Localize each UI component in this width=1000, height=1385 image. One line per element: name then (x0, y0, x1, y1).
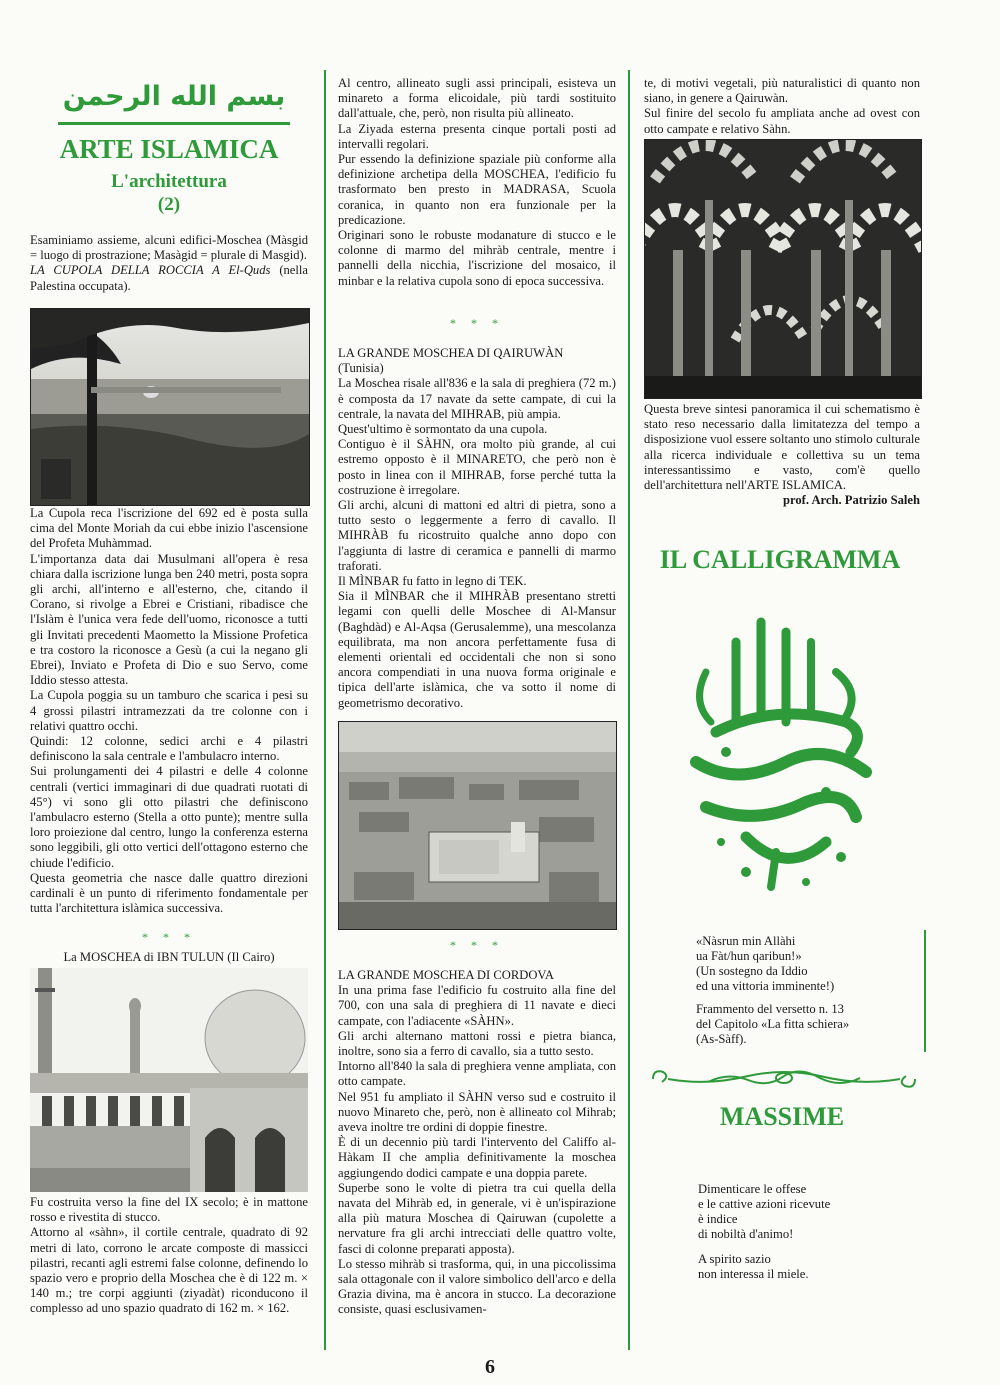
massime-line: e le cattive azioni ricevute (698, 1197, 831, 1211)
cordova-paragraph: Lo stesso mihràb si trasforma, qui, in una piccolissima sala ottagonale con il valore simbolico dell'arco e della Grazia divina, ma è ancora in stucco. La decorazione consiste, quasi esclusivamen- (338, 1256, 616, 1317)
col1-tulun-text (30, 1195, 308, 1317)
tulun-cont-paragraph: La Ziyada esterna presenta cinque portali posti ad intervalli regolari. (338, 121, 616, 151)
roccia-heading: LA CUPOLA DELLA ROCCIA A El-Quds (30, 263, 271, 278)
arabic-banner-text: بسم الله الرحمن (62, 81, 286, 112)
fragment-line: (As-Sàff). (696, 1032, 747, 1046)
article-title: ARTE ISLAMICA (59, 134, 279, 164)
cordova-paragraph: È di un decennio più tardi l'intervento del Califfo al-Hàkam II che amplia definitivamente la moschea aggiungendo dodici campate e una doppia parete. (338, 1135, 616, 1180)
verse-line: «Nàsrun min Allàhi (696, 934, 796, 948)
section-divider-stars: * * * (142, 930, 196, 944)
ibn-tulun-image (30, 968, 308, 1192)
qairuwan-paragraph: Il MÌNBAR fu fatto in legno di TEK. (338, 574, 527, 589)
tulun-cont-paragraph: Pur essendo la definizione spaziale più conforme alla definizione archetipa della MOSCHEA, l'edificio fu trasformato ben presto in MADRASA, Scuola coranica, in quanto non era funzionale per la predicazione. (338, 152, 616, 227)
col2-qairuwan (338, 346, 616, 711)
qairuwan-heading: LA GRANDE MOSCHEA DI QAIRUWÀN (338, 346, 564, 360)
page-number: 6 (485, 1356, 495, 1378)
roccia-paragraph: Sui prolungamenti dei 4 pilastri e delle 4 colonne centrali (vertici immaginari di due quadrati ruotati di 45°) vi sono gli otto pilastri che definiscono l'ambulacro esterno (Stella a otto punte); mentre sulla loro proiezione dal centro, lungo la conferenza esterna sono leggibili, gli otto vertici dell'ottagono esterno che chiude l'edificio. (30, 764, 308, 870)
verse-line: (Un sostegno da Iddio (696, 964, 808, 978)
dome-of-rock-photo (30, 308, 310, 506)
col2-tulun-cont (338, 76, 616, 289)
massime-block (698, 1182, 918, 1282)
author-signature: prof. Arch. Patrizio Saleh (782, 493, 920, 508)
scroll-ornament (648, 1064, 920, 1094)
column-divider-left (324, 70, 326, 1350)
qairuwan-aerial-image (339, 722, 616, 929)
cordova-paragraph: Nel 951 fu ampliato il SÀHN verso sud e costruito il nuovo Minareto che, però, non è allineato col Mihrab; aveva inoltre tre ordini di doppie finestre. (338, 1089, 616, 1135)
qairuwan-paragraph: Contiguo è il SÀHN, ora molto più grande, al cui estremo opposto è il MINARETO, che però non è posto in linea con il MIHRAB, forse perché tutta la costruzione è irregolare. (338, 437, 616, 497)
calligram-artwork (676, 612, 886, 894)
verse-line: ed una vittoria imminente!) (696, 979, 835, 993)
roccia-paragraph: Questa geometria che nasce dalle quattro direzioni cardinali è un punto di riferimento fondamentale per tutta l'architettura islàmica successiva. (30, 870, 308, 916)
col3-closing (644, 402, 920, 508)
section-divider-stars: * * * (450, 938, 504, 952)
cordova-paragraph: In una prima fase l'edificio fu costruito alla fine del 700, con una sala di preghiera di 11 navate e dieci campate, con l'adiacente «SÀHN». (338, 983, 616, 1028)
col1-intro (30, 233, 308, 294)
fragment-line: del Capitolo «La fitta schiera» (696, 1017, 850, 1031)
spacer (698, 1242, 918, 1252)
massime-line: non interessa il miele. (698, 1267, 809, 1281)
fragment-line: Frammento del versetto n. 13 (696, 1002, 844, 1016)
qairuwan-paragraph: Sia il MÌNBAR che il MIHRÀB presentano stretti legami con quelli delle Moschee di Al-Mansur (Baghdàd) e Al-Aqsa (Gerusalemme), una mescolanza equilibrata, ma non ancora perfettamente fusa di elementi orientali ed occidentali che non si sono ancora compendiati in una nuova forma originale e tipica dell'arte islàmica, che va sotto il nome di geometrismo decorativo. (338, 589, 616, 710)
tulun-cont-paragraph: Al centro, allineato sugli assi principali, esisteva un minareto a forma elicoidale, più tardi sostituito dall'attuale, che, però, non risulta più allineato. (338, 76, 616, 121)
article-part: (2) (157, 194, 181, 215)
calligram-title: IL CALLIGRAMMA (659, 545, 901, 574)
closing-paragraph: Questa breve sintesi panoramica il cui schematismo è stato reso necessario dalla limitatezza del tempo a disposizione vuol essere soltanto uno stimolo culturale alla ricerca individuale e collettiva su un tema interessantissimo e vasto, com'è quello dell'architettura nell'ARTE ISLAMICA. (644, 402, 920, 493)
col2-cordova (338, 968, 616, 1318)
calligram-arabic-text (676, 742, 886, 792)
qairuwan-subheading: (Tunisia) (338, 361, 384, 376)
cordova-cont-paragraph: Sul finire del secolo fu ampliata anche ad ovest con otto campate e relativo Sàhn. (644, 106, 920, 136)
roccia-heading-line (30, 263, 308, 293)
massime-title: MASSIME (719, 1102, 845, 1131)
verse-line: ua Fàt/hun qaribun!» (696, 949, 802, 963)
cordova-paragraph: Gli archi alternano mattoni rossi e pietra bianca, inoltre, sono sia a ferro di cavallo, sia a tutto sesto. (338, 1028, 616, 1059)
qairuwan-photo (338, 721, 617, 930)
dome-of-rock-image (31, 309, 309, 505)
tulun-cont-paragraph: Originari sono le robuste modanature di stucco e le colonne di marmo del mihràb centrale, mentre i pannelli della nicchia, l'iscrizione del mosaico, il minbar e la relativa cupola sono di epoca successiva. (338, 228, 616, 288)
roccia-heading-rest: (nella Palestina occupata). (30, 263, 308, 293)
tulun-heading: La MOSCHEA di IBN TULUN (Il Cairo) (63, 950, 275, 964)
cordova-cont-paragraph: te, di motivi vegetali, più naturalistici di quanto non siano, in genere a Qairuwàn. (644, 76, 920, 106)
massime-line: A spirito sazio (698, 1252, 771, 1266)
roccia-paragraph: Quindi: 12 colonne, sedici archi e 4 pilastri definiscono la sala centrale e l'ambulacro interno. (30, 734, 308, 764)
ibn-tulun-photo (30, 968, 308, 1192)
cordova-arches-image (645, 140, 921, 398)
tulun-paragraph: Attorno al «sàhn», il cortile centrale, quadrato di 92 metri di lato, corrono le arcate composte di massicci pilastri, recanti agli estremi false colonne, definendo lo spazio vero e proprio della Moschea che è di 122 m. × 140 m.; tre corpi aggiunti (ziyadàt) riconducono il complesso ad uno spazio quadrato di 162 m. × 162. (30, 1225, 308, 1316)
ornamental-divider (648, 1064, 920, 1094)
qairuwan-paragraph: La Moschea risale all'836 e la sala di preghiera (72 m.) è composta da 17 navate da sette campate, di cui la centrale, la navata del MIHRAB, più ampia. (338, 376, 616, 421)
qairuwan-paragraph: Quest'ultimo è sormontato da una cupola. (338, 422, 548, 437)
qairuwan-paragraph: Gli archi, alcuni di mattoni ed altri di pietra, sono a tutto sesto o leggermente a ferro di cavallo. Il MIHRÀB fu ricostruito qualche anno dopo con l'aggiunta di lastre di ceramica e pannelli di marmo traforati. (338, 498, 616, 573)
cordova-paragraph: Superbe sono le volte di pietra tra cui quella della navata del Mihràb ed, in generale, vi è un'ispirazione alla più matura Moschea di Qairuwan (cupolette a nervature fra gli archi intrecciati delle quattro volte, fasci di colonne preparati apposta). (338, 1180, 616, 1256)
col1-roccia-text (30, 506, 308, 916)
arabic-banner (58, 74, 290, 125)
roccia-paragraph: La Cupola reca l'iscrizione del 692 ed è posta sulla cima del Monte Moriah da cui ebbe inizio l'ascensione del Profeta Muhàmmad. (30, 506, 308, 551)
verse-block (696, 934, 916, 1047)
roccia-paragraph: L'importanza data dai Musulmani all'opera è resa chiara dalla iscrizione lunga ben 240 metri, posta sopra gli archi, all'interno e all'esterno, che, citando il Corano, si rivolge a Ebrei e Cristiani, ribadisce che l'Islàm è l'unica vera fede dell'uomo, riconosce a tutti gli Invitati precedenti Maometto la Missione Profetica e tra costoro la riconosce a Gesù (a cui la negano gli Ebrei), Inviato e Profeta di Dio e suo Servo, come Iddio stesso attesta. (30, 551, 309, 688)
section-divider-stars: * * * (450, 316, 504, 330)
roccia-paragraph: La Cupola poggia su un tamburo che scarica i pesi su 4 grossi pilastri intramezzati da tre colonne con i relativi quattro occhi. (30, 688, 308, 733)
cordova-arches-photo (644, 139, 922, 399)
tulun-paragraph: Fu costruita verso la fine del IX secolo; è in mattone rosso e rivestita di stucco. (30, 1195, 308, 1225)
massime-line: Dimenticare le offese (698, 1182, 807, 1196)
massime-line: di nobiltà d'animo! (698, 1227, 794, 1241)
col3-cordova-cont (644, 76, 920, 137)
intro-paragraph: Esaminiamo assieme, alcuni edifici-Moschea (Màsgid = luogo di prostrazione; Masàgid = plurale di Masgid). (30, 233, 308, 263)
cordova-heading: LA GRANDE MOSCHEA DI CORDOVA (338, 968, 554, 982)
massime-line: è indice (698, 1212, 738, 1226)
cordova-paragraph: Intorno all'840 la sala di preghiera venne ampliata, con otto campate. (338, 1059, 616, 1089)
article-subtitle: L'architettura (111, 171, 227, 192)
spacer (696, 994, 916, 1002)
column-divider-right (628, 70, 630, 1350)
verse-sidebar-rule (924, 930, 926, 1052)
